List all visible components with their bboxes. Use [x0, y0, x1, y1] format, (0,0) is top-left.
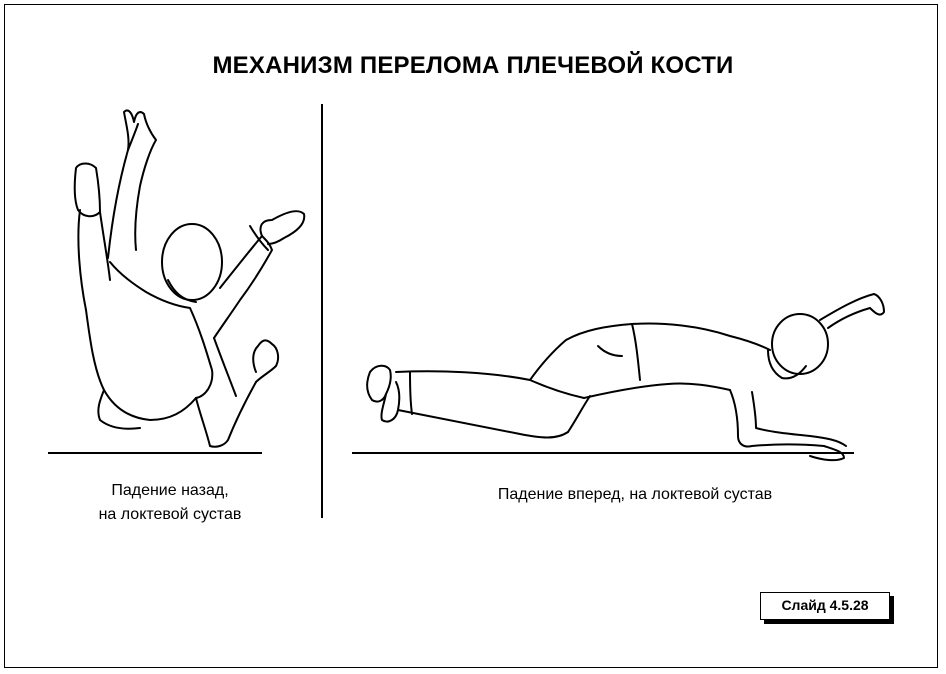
slide-title: МЕХАНИЗМ ПЕРЕЛОМА ПЛЕЧЕВОЙ КОСТИ: [212, 52, 734, 79]
ground-line-right: [352, 452, 854, 454]
ground-line-left: [48, 452, 262, 454]
caption-fall-backward-line1: Падение назад,: [111, 482, 229, 499]
slide-number-badge: Слайд 4.5.28: [760, 592, 890, 620]
caption-fall-forward: Падение вперед, на локтевой сустав: [497, 486, 773, 503]
caption-fall-backward: [40, 479, 300, 527]
caption-fall-backward-line2: на локтевой сустав: [98, 506, 242, 523]
person-falling-forward: [367, 294, 884, 460]
